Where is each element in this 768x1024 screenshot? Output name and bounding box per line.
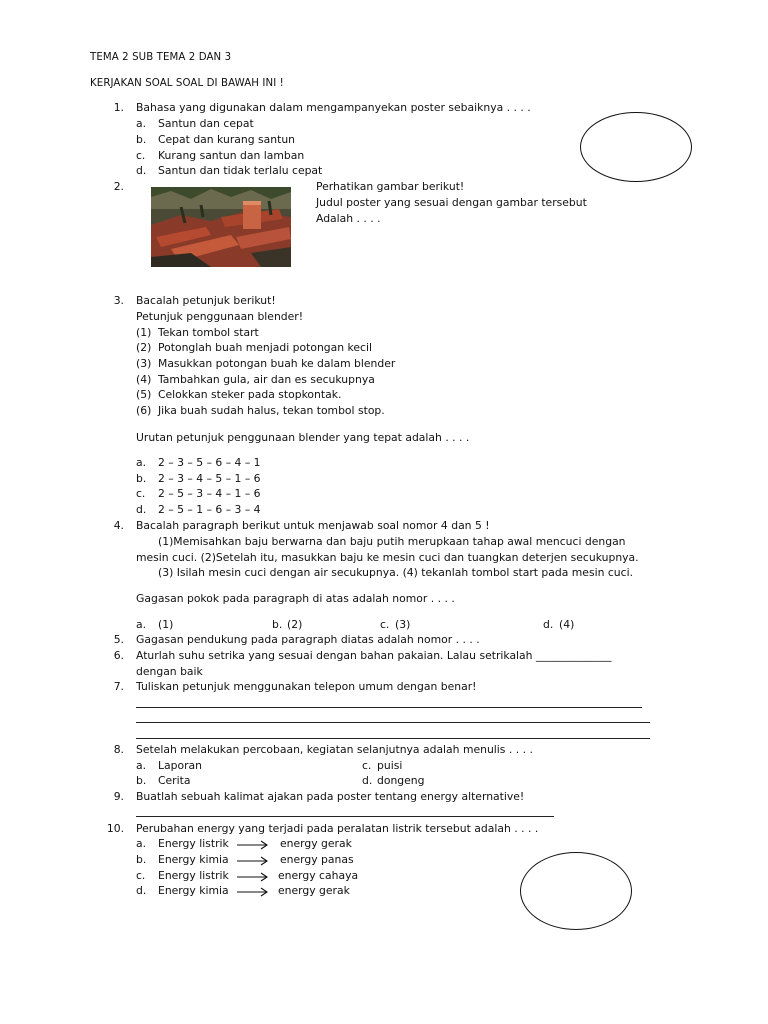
paragraph-line: (1)Memisahkan baju berwarna dan baju putih merupkaan tahap awal mencuci dengan: [158, 535, 626, 548]
option-letter: a.: [136, 618, 147, 631]
option-text: Kurang santun dan lamban: [158, 149, 305, 162]
option-text: (2): [287, 618, 303, 631]
energy-from: Energy listrik: [158, 837, 229, 850]
option-letter: c.: [136, 487, 146, 500]
option-letter: a.: [136, 117, 147, 130]
answer-line[interactable]: [136, 707, 642, 708]
step-text: Tekan tombol start: [158, 326, 259, 339]
question-text: Bahasa yang digunakan dalam mengampanyekan poster sebaiknya . . . .: [136, 101, 531, 114]
answer-line[interactable]: [136, 816, 554, 817]
score-oval: [520, 852, 632, 930]
arrow-right-icon: [236, 840, 270, 850]
option-text: 2 – 3 – 4 – 5 – 1 – 6: [158, 472, 261, 485]
question-text-continued: dengan baik: [136, 665, 203, 678]
question-number: 7.: [113, 680, 124, 693]
step-text: Potonglah buah menjadi potongan kecil: [158, 341, 372, 354]
option-text: Laporan: [158, 759, 202, 772]
question-number: 4.: [113, 519, 124, 532]
question-number: 8.: [113, 743, 124, 756]
step-number: (3): [136, 357, 152, 370]
option-text: Santun dan cepat: [158, 117, 254, 130]
question-text: Buatlah sebuah kalimat ajakan pada poster tentang energy alternative!: [136, 790, 525, 803]
option-text: 2 – 3 – 5 – 6 – 4 – 1: [158, 456, 261, 469]
option-letter: c.: [380, 618, 390, 631]
energy-to: energy gerak: [278, 884, 350, 897]
question-number: 10.: [106, 822, 124, 835]
option-text: Cepat dan kurang santun: [158, 133, 296, 146]
question-line: Judul poster yang sesuai dengan gambar tersebut: [316, 196, 587, 209]
felled-logs-photo: [151, 187, 291, 267]
option-text: 2 – 5 – 1 – 6 – 3 – 4: [158, 503, 261, 516]
step-text: Celokkan steker pada stopkontak.: [158, 388, 342, 401]
option-letter: b.: [136, 472, 147, 485]
option-letter: b.: [272, 618, 283, 631]
step-number: (1): [136, 326, 152, 339]
step-number: (6): [136, 404, 152, 417]
question-text: Gagasan pokok pada paragraph di atas adalah nomor . . . .: [136, 592, 455, 605]
question-number: 1.: [113, 101, 124, 114]
energy-from: Energy kimia: [158, 853, 229, 866]
question-text: Tuliskan petunjuk menggunakan telepon umum dengan benar!: [136, 680, 477, 693]
option-letter: d.: [136, 884, 147, 897]
step-number: (2): [136, 341, 152, 354]
question-number: 2.: [113, 180, 124, 193]
step-number: (4): [136, 373, 152, 386]
question-number: 3.: [113, 294, 124, 307]
option-letter: d.: [136, 164, 147, 177]
option-letter: d.: [362, 774, 373, 787]
option-letter: d.: [543, 618, 554, 631]
energy-from: Energy kimia: [158, 884, 229, 897]
option-text: puisi: [377, 759, 403, 772]
option-letter: a.: [136, 837, 147, 850]
step-number: (5): [136, 388, 152, 401]
option-letter: b.: [136, 774, 147, 787]
step-text: Masukkan potongan buah ke dalam blender: [158, 357, 396, 370]
question-text: Setelah melakukan percobaan, kegiatan selanjutnya adalah menulis . . . .: [136, 743, 533, 756]
option-text: (4): [559, 618, 575, 631]
option-text: (1): [158, 618, 174, 631]
option-letter: c.: [136, 149, 146, 162]
question-text: Perubahan energy yang terjadi pada peralatan listrik tersebut adalah . . . .: [136, 822, 539, 835]
option-text: Cerita: [158, 774, 191, 787]
option-letter: b.: [136, 853, 147, 866]
option-letter: b.: [136, 133, 147, 146]
question-line: Adalah . . . .: [316, 212, 381, 225]
energy-to: energy panas: [280, 853, 354, 866]
option-letter: c.: [136, 869, 146, 882]
option-text: (3): [395, 618, 411, 631]
energy-from: Energy listrik: [158, 869, 229, 882]
option-text: 2 – 5 – 3 – 4 – 1 – 6: [158, 487, 261, 500]
answer-line[interactable]: [136, 738, 650, 739]
arrow-right-icon: [236, 887, 270, 897]
arrow-right-icon: [236, 872, 270, 882]
option-text: dongeng: [377, 774, 425, 787]
question-line: Perhatikan gambar berikut!: [316, 180, 465, 193]
step-text: Jika buah sudah halus, tekan tombol stop.: [158, 404, 385, 417]
question-text: Urutan petunjuk penggunaan blender yang tepat adalah . . . .: [136, 431, 470, 444]
question-number: 5.: [113, 633, 124, 646]
energy-to: energy cahaya: [278, 869, 359, 882]
question-text: Gagasan pendukung pada paragraph diatas adalah nomor . . . .: [136, 633, 480, 646]
question-text: Aturlah suhu setrika yang sesuai dengan bahan pakaian. Lalau setrikalah ______________: [136, 649, 612, 662]
paragraph-line: mesin cuci. (2)Setelah itu, masukkan baju ke mesin cuci dan tuangkan deterjen secukupnya.: [136, 551, 639, 564]
option-letter: c.: [362, 759, 372, 772]
step-text: Tambahkan gula, air dan es secukupnya: [158, 373, 375, 386]
arrow-right-icon: [236, 856, 270, 866]
answer-line[interactable]: [136, 722, 650, 723]
worksheet-title: TEMA 2 SUB TEMA 2 DAN 3: [90, 52, 232, 63]
option-text: Santun dan tidak terlalu cepat: [158, 164, 323, 177]
question-number: 6.: [113, 649, 124, 662]
energy-to: energy gerak: [280, 837, 352, 850]
worksheet-instruction: KERJAKAN SOAL SOAL DI BAWAH INI !: [90, 78, 284, 89]
option-letter: d.: [136, 503, 147, 516]
score-oval: [580, 112, 692, 182]
question-text: Bacalah petunjuk berikut!: [136, 294, 276, 307]
option-letter: a.: [136, 759, 147, 772]
question-text: Bacalah paragraph berikut untuk menjawab soal nomor 4 dan 5 !: [136, 519, 490, 532]
paragraph-line: (3) Isilah mesin cuci dengan air secukupnya. (4) tekanlah tombol start pada mesin cuci.: [158, 566, 633, 579]
instruction-subtitle: Petunjuk penggunaan blender!: [136, 310, 304, 323]
question-number: 9.: [113, 790, 124, 803]
option-letter: a.: [136, 456, 147, 469]
